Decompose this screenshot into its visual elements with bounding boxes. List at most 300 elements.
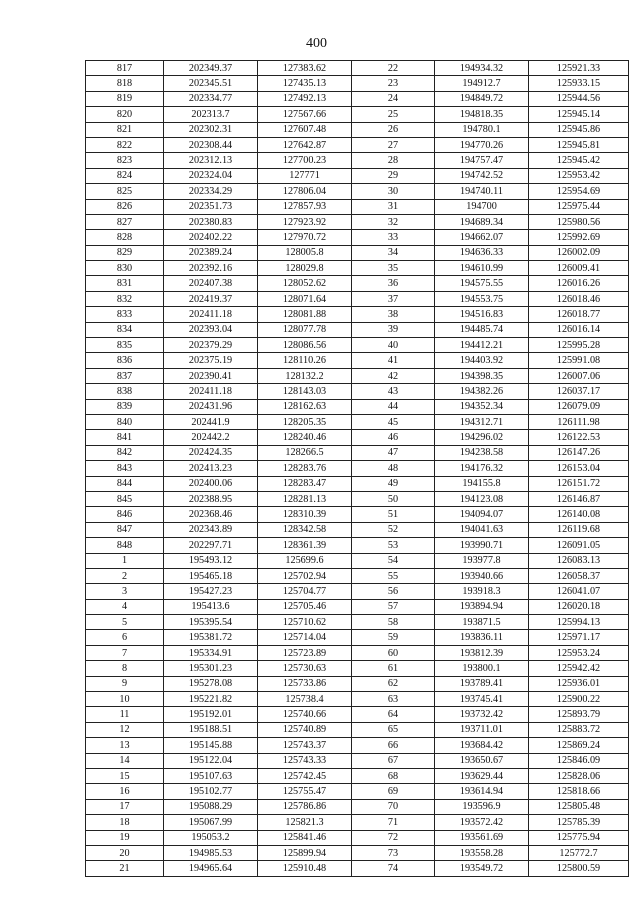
point-number-cell: 1 — [86, 553, 164, 568]
y-coordinate-cell: 127970.72 — [258, 230, 352, 245]
x-coordinate-cell: 194912.7 — [435, 76, 529, 91]
point-number-cell: 819 — [86, 91, 164, 106]
x-coordinate-cell: 195088.29 — [164, 799, 258, 814]
point-number-cell: 27 — [352, 137, 435, 152]
point-number-cell: 59 — [352, 630, 435, 645]
y-coordinate-cell: 128281.13 — [258, 491, 352, 506]
point-number-cell: 21 — [86, 861, 164, 876]
x-coordinate-cell: 202302.31 — [164, 122, 258, 137]
table-row — [86, 276, 629, 291]
point-number-cell: 835 — [86, 338, 164, 353]
x-coordinate-cell: 193549.72 — [435, 861, 529, 876]
point-number-cell: 847 — [86, 522, 164, 537]
x-coordinate-cell: 194742.52 — [435, 168, 529, 183]
point-number-cell: 844 — [86, 476, 164, 491]
point-number-cell: 833 — [86, 307, 164, 322]
table-row — [86, 861, 629, 876]
y-coordinate-cell: 125954.69 — [529, 184, 629, 199]
x-coordinate-cell: 193650.67 — [435, 753, 529, 768]
y-coordinate-cell: 125945.86 — [529, 122, 629, 137]
table-row — [86, 107, 629, 122]
point-number-cell: 837 — [86, 368, 164, 383]
x-coordinate-cell: 194740.11 — [435, 184, 529, 199]
x-coordinate-cell: 202349.37 — [164, 61, 258, 76]
y-coordinate-cell: 125710.62 — [258, 615, 352, 630]
table-row — [86, 738, 629, 753]
y-coordinate-cell: 127383.62 — [258, 61, 352, 76]
table-row — [86, 568, 629, 583]
y-coordinate-cell: 125883.72 — [529, 722, 629, 737]
x-coordinate-cell: 202375.19 — [164, 353, 258, 368]
x-coordinate-cell: 202343.89 — [164, 522, 258, 537]
table-row — [86, 261, 629, 276]
y-coordinate-cell: 126122.53 — [529, 430, 629, 445]
y-coordinate-cell: 125992.69 — [529, 230, 629, 245]
point-number-cell: 65 — [352, 722, 435, 737]
y-coordinate-cell: 125785.39 — [529, 815, 629, 830]
table-row — [86, 153, 629, 168]
x-coordinate-cell: 202402.22 — [164, 230, 258, 245]
y-coordinate-cell: 126058.37 — [529, 568, 629, 583]
y-coordinate-cell: 126111.98 — [529, 414, 629, 429]
x-coordinate-cell: 194770.26 — [435, 137, 529, 152]
table-row — [86, 722, 629, 737]
point-number-cell: 11 — [86, 707, 164, 722]
x-coordinate-cell: 194700 — [435, 199, 529, 214]
y-coordinate-cell: 125994.13 — [529, 615, 629, 630]
table-row — [86, 76, 629, 91]
y-coordinate-cell: 128283.76 — [258, 461, 352, 476]
y-coordinate-cell: 125821.3 — [258, 815, 352, 830]
point-number-cell: 14 — [86, 753, 164, 768]
y-coordinate-cell: 125723.89 — [258, 645, 352, 660]
x-coordinate-cell: 194610.99 — [435, 261, 529, 276]
point-number-cell: 825 — [86, 184, 164, 199]
point-number-cell: 49 — [352, 476, 435, 491]
y-coordinate-cell: 128029.8 — [258, 261, 352, 276]
y-coordinate-cell: 125733.86 — [258, 676, 352, 691]
y-coordinate-cell: 128310.39 — [258, 507, 352, 522]
x-coordinate-cell: 194485.74 — [435, 322, 529, 337]
y-coordinate-cell: 125730.63 — [258, 661, 352, 676]
point-number-cell: 25 — [352, 107, 435, 122]
x-coordinate-cell: 193871.5 — [435, 615, 529, 630]
point-number-cell: 38 — [352, 307, 435, 322]
x-coordinate-cell: 194155.8 — [435, 476, 529, 491]
y-coordinate-cell: 128143.03 — [258, 384, 352, 399]
point-number-cell: 51 — [352, 507, 435, 522]
x-coordinate-cell: 195107.63 — [164, 768, 258, 783]
y-coordinate-cell: 125800.59 — [529, 861, 629, 876]
table-row — [86, 584, 629, 599]
point-number-cell: 56 — [352, 584, 435, 599]
point-number-cell: 54 — [352, 553, 435, 568]
y-coordinate-cell: 125944.56 — [529, 91, 629, 106]
x-coordinate-cell: 195278.08 — [164, 676, 258, 691]
point-number-cell: 43 — [352, 384, 435, 399]
y-coordinate-cell: 126002.09 — [529, 245, 629, 260]
y-coordinate-cell: 128342.58 — [258, 522, 352, 537]
x-coordinate-cell: 194575.55 — [435, 276, 529, 291]
point-number-cell: 22 — [352, 61, 435, 76]
x-coordinate-cell: 194689.34 — [435, 214, 529, 229]
x-coordinate-cell: 202351.73 — [164, 199, 258, 214]
x-coordinate-cell: 202441.9 — [164, 414, 258, 429]
y-coordinate-cell: 125910.48 — [258, 861, 352, 876]
y-coordinate-cell: 126020.18 — [529, 599, 629, 614]
y-coordinate-cell: 125841.46 — [258, 830, 352, 845]
x-coordinate-cell: 202390.41 — [164, 368, 258, 383]
y-coordinate-cell: 126151.72 — [529, 476, 629, 491]
x-coordinate-cell: 202388.95 — [164, 491, 258, 506]
point-number-cell: 17 — [86, 799, 164, 814]
x-coordinate-cell: 194296.02 — [435, 430, 529, 445]
table-row — [86, 830, 629, 845]
table-row — [86, 245, 629, 260]
point-number-cell: 39 — [352, 322, 435, 337]
point-number-cell: 842 — [86, 445, 164, 460]
table-row — [86, 414, 629, 429]
y-coordinate-cell: 128052.62 — [258, 276, 352, 291]
x-coordinate-cell: 195192.01 — [164, 707, 258, 722]
point-number-cell: 23 — [352, 76, 435, 91]
y-coordinate-cell: 126140.08 — [529, 507, 629, 522]
point-number-cell: 60 — [352, 645, 435, 660]
y-coordinate-cell: 127700.23 — [258, 153, 352, 168]
y-coordinate-cell: 125786.86 — [258, 799, 352, 814]
y-coordinate-cell: 126147.26 — [529, 445, 629, 460]
table-row — [86, 753, 629, 768]
y-coordinate-cell: 125945.81 — [529, 137, 629, 152]
y-coordinate-cell: 125991.08 — [529, 353, 629, 368]
point-number-cell: 40 — [352, 338, 435, 353]
point-number-cell: 69 — [352, 784, 435, 799]
table-row — [86, 615, 629, 630]
table-row — [86, 91, 629, 106]
x-coordinate-cell: 194662.07 — [435, 230, 529, 245]
y-coordinate-cell: 125971.17 — [529, 630, 629, 645]
x-coordinate-cell: 193684.42 — [435, 738, 529, 753]
table-row — [86, 307, 629, 322]
y-coordinate-cell: 128071.64 — [258, 291, 352, 306]
y-coordinate-cell: 126007.06 — [529, 368, 629, 383]
point-number-cell: 20 — [86, 845, 164, 860]
x-coordinate-cell: 193940.66 — [435, 568, 529, 583]
point-number-cell: 5 — [86, 615, 164, 630]
x-coordinate-cell: 195395.54 — [164, 615, 258, 630]
x-coordinate-cell: 194312.71 — [435, 414, 529, 429]
point-number-cell: 29 — [352, 168, 435, 183]
y-coordinate-cell: 128361.39 — [258, 538, 352, 553]
y-coordinate-cell: 125936.01 — [529, 676, 629, 691]
table-row — [86, 599, 629, 614]
point-number-cell: 8 — [86, 661, 164, 676]
point-number-cell: 831 — [86, 276, 164, 291]
x-coordinate-cell: 195145.88 — [164, 738, 258, 753]
point-number-cell: 48 — [352, 461, 435, 476]
point-number-cell: 32 — [352, 214, 435, 229]
table-row — [86, 122, 629, 137]
y-coordinate-cell: 128081.88 — [258, 307, 352, 322]
y-coordinate-cell: 128132.2 — [258, 368, 352, 383]
x-coordinate-cell: 194757.47 — [435, 153, 529, 168]
point-number-cell: 817 — [86, 61, 164, 76]
x-coordinate-cell: 194636.33 — [435, 245, 529, 260]
point-number-cell: 62 — [352, 676, 435, 691]
y-coordinate-cell: 126016.26 — [529, 276, 629, 291]
x-coordinate-cell: 195102.77 — [164, 784, 258, 799]
point-number-cell: 846 — [86, 507, 164, 522]
point-number-cell: 64 — [352, 707, 435, 722]
y-coordinate-cell: 126016.14 — [529, 322, 629, 337]
point-number-cell: 34 — [352, 245, 435, 260]
x-coordinate-cell: 202392.16 — [164, 261, 258, 276]
point-number-cell: 71 — [352, 815, 435, 830]
point-number-cell: 824 — [86, 168, 164, 183]
y-coordinate-cell: 126041.07 — [529, 584, 629, 599]
x-coordinate-cell: 194965.64 — [164, 861, 258, 876]
y-coordinate-cell: 128110.26 — [258, 353, 352, 368]
y-coordinate-cell: 127857.93 — [258, 199, 352, 214]
x-coordinate-cell: 202393.04 — [164, 322, 258, 337]
y-coordinate-cell: 125704.77 — [258, 584, 352, 599]
y-coordinate-cell: 125846.09 — [529, 753, 629, 768]
x-coordinate-cell: 193614.94 — [435, 784, 529, 799]
x-coordinate-cell: 202313.7 — [164, 107, 258, 122]
x-coordinate-cell: 202324.04 — [164, 168, 258, 183]
x-coordinate-cell: 195221.82 — [164, 692, 258, 707]
y-coordinate-cell: 125933.15 — [529, 76, 629, 91]
point-number-cell: 47 — [352, 445, 435, 460]
y-coordinate-cell: 125740.66 — [258, 707, 352, 722]
point-number-cell: 63 — [352, 692, 435, 707]
point-number-cell: 42 — [352, 368, 435, 383]
y-coordinate-cell: 127567.66 — [258, 107, 352, 122]
x-coordinate-cell: 195053.2 — [164, 830, 258, 845]
x-coordinate-cell: 202297.71 — [164, 538, 258, 553]
y-coordinate-cell: 126153.04 — [529, 461, 629, 476]
point-number-cell: 36 — [352, 276, 435, 291]
x-coordinate-cell: 194382.26 — [435, 384, 529, 399]
table-row — [86, 476, 629, 491]
x-coordinate-cell: 195067.99 — [164, 815, 258, 830]
table-row — [86, 522, 629, 537]
table-row — [86, 707, 629, 722]
y-coordinate-cell: 126037.17 — [529, 384, 629, 399]
y-coordinate-cell: 128240.46 — [258, 430, 352, 445]
y-coordinate-cell: 126079.09 — [529, 399, 629, 414]
y-coordinate-cell: 125828.06 — [529, 768, 629, 783]
point-number-cell: 30 — [352, 184, 435, 199]
point-number-cell: 73 — [352, 845, 435, 860]
y-coordinate-cell: 127806.04 — [258, 184, 352, 199]
x-coordinate-cell: 194094.07 — [435, 507, 529, 522]
x-coordinate-cell: 202419.37 — [164, 291, 258, 306]
x-coordinate-cell: 193918.3 — [435, 584, 529, 599]
point-number-cell: 33 — [352, 230, 435, 245]
point-number-cell: 68 — [352, 768, 435, 783]
table-row — [86, 799, 629, 814]
y-coordinate-cell: 126018.46 — [529, 291, 629, 306]
y-coordinate-cell: 127642.87 — [258, 137, 352, 152]
point-number-cell: 836 — [86, 353, 164, 368]
y-coordinate-cell: 126018.77 — [529, 307, 629, 322]
y-coordinate-cell: 126009.41 — [529, 261, 629, 276]
y-coordinate-cell: 128283.47 — [258, 476, 352, 491]
table-row — [86, 399, 629, 414]
coordinates-table-body — [86, 61, 629, 877]
x-coordinate-cell: 194403.92 — [435, 353, 529, 368]
point-number-cell: 74 — [352, 861, 435, 876]
point-number-cell: 840 — [86, 414, 164, 429]
point-number-cell: 70 — [352, 799, 435, 814]
point-number-cell: 19 — [86, 830, 164, 845]
point-number-cell: 50 — [352, 491, 435, 506]
x-coordinate-cell: 194553.75 — [435, 291, 529, 306]
y-coordinate-cell: 126146.87 — [529, 491, 629, 506]
table-row — [86, 61, 629, 76]
table-row — [86, 676, 629, 691]
y-coordinate-cell: 126119.68 — [529, 522, 629, 537]
table-row — [86, 230, 629, 245]
point-number-cell: 26 — [352, 122, 435, 137]
y-coordinate-cell: 125818.66 — [529, 784, 629, 799]
x-coordinate-cell: 193789.41 — [435, 676, 529, 691]
point-number-cell: 35 — [352, 261, 435, 276]
point-number-cell: 832 — [86, 291, 164, 306]
y-coordinate-cell: 125714.04 — [258, 630, 352, 645]
y-coordinate-cell: 125755.47 — [258, 784, 352, 799]
x-coordinate-cell: 202413.23 — [164, 461, 258, 476]
x-coordinate-cell: 194985.53 — [164, 845, 258, 860]
point-number-cell: 66 — [352, 738, 435, 753]
table-row — [86, 137, 629, 152]
point-number-cell: 839 — [86, 399, 164, 414]
x-coordinate-cell: 193558.28 — [435, 845, 529, 860]
x-coordinate-cell: 202411.18 — [164, 307, 258, 322]
y-coordinate-cell: 125975.44 — [529, 199, 629, 214]
x-coordinate-cell: 202379.29 — [164, 338, 258, 353]
y-coordinate-cell: 125995.28 — [529, 338, 629, 353]
point-number-cell: 829 — [86, 245, 164, 260]
x-coordinate-cell: 195493.12 — [164, 553, 258, 568]
table-row — [86, 368, 629, 383]
table-row — [86, 461, 629, 476]
point-number-cell: 10 — [86, 692, 164, 707]
point-number-cell: 821 — [86, 122, 164, 137]
table-row — [86, 430, 629, 445]
point-number-cell: 45 — [352, 414, 435, 429]
table-row — [86, 384, 629, 399]
x-coordinate-cell: 202334.77 — [164, 91, 258, 106]
table-row — [86, 168, 629, 183]
point-number-cell: 828 — [86, 230, 164, 245]
point-number-cell: 12 — [86, 722, 164, 737]
point-number-cell: 827 — [86, 214, 164, 229]
point-number-cell: 18 — [86, 815, 164, 830]
y-coordinate-cell: 128205.35 — [258, 414, 352, 429]
x-coordinate-cell: 195381.72 — [164, 630, 258, 645]
x-coordinate-cell: 202411.18 — [164, 384, 258, 399]
point-number-cell: 15 — [86, 768, 164, 783]
x-coordinate-cell: 193732.42 — [435, 707, 529, 722]
y-coordinate-cell: 127771 — [258, 168, 352, 183]
point-number-cell: 67 — [352, 753, 435, 768]
coordinates-table — [85, 60, 629, 877]
x-coordinate-cell: 194934.32 — [435, 61, 529, 76]
x-coordinate-cell: 193711.01 — [435, 722, 529, 737]
point-number-cell: 13 — [86, 738, 164, 753]
y-coordinate-cell: 125869.24 — [529, 738, 629, 753]
y-coordinate-cell: 125743.33 — [258, 753, 352, 768]
y-coordinate-cell: 125980.56 — [529, 214, 629, 229]
table-row — [86, 815, 629, 830]
y-coordinate-cell: 128077.78 — [258, 322, 352, 337]
x-coordinate-cell: 195301.23 — [164, 661, 258, 676]
point-number-cell: 845 — [86, 491, 164, 506]
y-coordinate-cell: 125893.79 — [529, 707, 629, 722]
x-coordinate-cell: 202345.51 — [164, 76, 258, 91]
x-coordinate-cell: 193812.39 — [435, 645, 529, 660]
table-row — [86, 491, 629, 506]
y-coordinate-cell: 125953.24 — [529, 645, 629, 660]
y-coordinate-cell: 128162.63 — [258, 399, 352, 414]
point-number-cell: 31 — [352, 199, 435, 214]
point-number-cell: 72 — [352, 830, 435, 845]
x-coordinate-cell: 195427.23 — [164, 584, 258, 599]
point-number-cell: 53 — [352, 538, 435, 553]
y-coordinate-cell: 128086.56 — [258, 338, 352, 353]
point-number-cell: 6 — [86, 630, 164, 645]
x-coordinate-cell: 193977.8 — [435, 553, 529, 568]
x-coordinate-cell: 194818.35 — [435, 107, 529, 122]
point-number-cell: 843 — [86, 461, 164, 476]
table-row — [86, 645, 629, 660]
x-coordinate-cell: 202389.24 — [164, 245, 258, 260]
point-number-cell: 820 — [86, 107, 164, 122]
y-coordinate-cell: 126083.13 — [529, 553, 629, 568]
x-coordinate-cell: 194041.63 — [435, 522, 529, 537]
point-number-cell: 44 — [352, 399, 435, 414]
x-coordinate-cell: 193990.71 — [435, 538, 529, 553]
y-coordinate-cell: 125702.94 — [258, 568, 352, 583]
x-coordinate-cell: 193629.44 — [435, 768, 529, 783]
x-coordinate-cell: 193745.41 — [435, 692, 529, 707]
y-coordinate-cell: 125699.6 — [258, 553, 352, 568]
point-number-cell: 24 — [352, 91, 435, 106]
point-number-cell: 826 — [86, 199, 164, 214]
point-number-cell: 57 — [352, 599, 435, 614]
y-coordinate-cell: 128005.8 — [258, 245, 352, 260]
x-coordinate-cell: 194849.72 — [435, 91, 529, 106]
table-row — [86, 445, 629, 460]
point-number-cell: 823 — [86, 153, 164, 168]
x-coordinate-cell: 202380.83 — [164, 214, 258, 229]
x-coordinate-cell: 194176.32 — [435, 461, 529, 476]
x-coordinate-cell: 202368.46 — [164, 507, 258, 522]
y-coordinate-cell: 127607.48 — [258, 122, 352, 137]
x-coordinate-cell: 194412.21 — [435, 338, 529, 353]
point-number-cell: 61 — [352, 661, 435, 676]
x-coordinate-cell: 193596.9 — [435, 799, 529, 814]
point-number-cell: 16 — [86, 784, 164, 799]
x-coordinate-cell: 202308.44 — [164, 137, 258, 152]
table-row — [86, 184, 629, 199]
x-coordinate-cell: 202442.2 — [164, 430, 258, 445]
x-coordinate-cell: 194780.1 — [435, 122, 529, 137]
table-row — [86, 845, 629, 860]
table-row — [86, 338, 629, 353]
